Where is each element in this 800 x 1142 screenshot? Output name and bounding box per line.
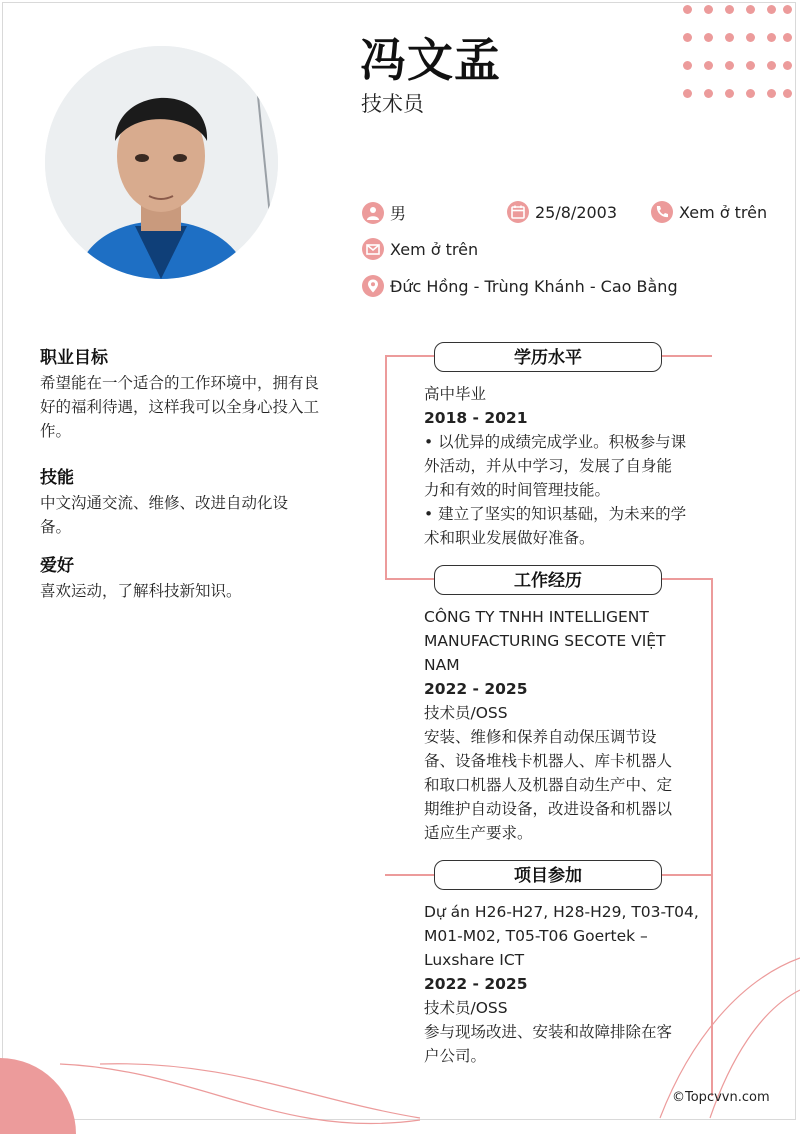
experience-role: 技术员/OSS <box>424 704 508 722</box>
dot-grid-decoration <box>678 0 796 104</box>
location-icon <box>362 275 384 297</box>
connector-line <box>385 578 435 580</box>
education-heading: 学历水平 <box>434 342 662 372</box>
experience-heading: 工作经历 <box>434 565 662 595</box>
experience-years: 2022 - 2025 <box>424 680 528 698</box>
birthday-value: 25/8/2003 <box>535 202 618 222</box>
projects-block: Dự án H26-H27, H28-H29, T03-T04, M01-M02, T05-T06 Goertek – Luxshare ICT 2022 - 2025 技术员/OSS 参与现场改进、安装和故障排除在客 户公司。 <box>424 900 702 1068</box>
experience-block: CÔNG TY TNHH INTELLIGENT MANUFACTURING SECOTE VIỆT NAM 2022 - 2025 技术员/OSS 安装、维修和保养自动保压调节设 备、设备堆栈卡机器人、库卡机器人 和取口机器人及机器自动生产中、定 期维护自动设备，改进设备和机器以 适应生产要求。 <box>424 605 702 845</box>
address-value: Đức Hồng - Trùng Khánh - Cao Bằng <box>390 276 678 296</box>
mail-icon <box>362 238 384 260</box>
copyright-footer[interactable]: ©Topcvvn.com <box>672 1090 770 1105</box>
objective-title: 职业目标 <box>40 348 108 368</box>
connector-line <box>711 578 713 1096</box>
projects-role: 技术员/OSS <box>424 999 508 1017</box>
education-degree: 高中毕业 <box>424 385 487 403</box>
email-value[interactable]: Xem ở trên <box>390 239 479 259</box>
address-info <box>362 275 678 297</box>
connector-line <box>385 874 435 876</box>
connector-line <box>385 355 387 580</box>
objective-text: 希望能在一个适合的工作环境中，拥有良 好的福利待遇，这样我可以全身心投入工 作。 <box>40 374 320 440</box>
connector-line <box>662 578 712 580</box>
project-name: Dự án H26-H27, H28-H29, T03-T04, <box>424 903 699 921</box>
gender-value: 男 <box>390 204 407 223</box>
hobbies-title: 爱好 <box>40 556 74 576</box>
education-block: 高中毕业 2018 - 2021 • 以优异的成绩完成学业。积极参与课 外活动，并从中学习，发展了自身能 力和有效的时间管理技能。 • 建立了坚实的知识基础，为未来的学 术和职业发展做好准备。 <box>424 382 702 550</box>
candidate-name: 冯文孟 <box>360 33 501 87</box>
projects-years: 2022 - 2025 <box>424 975 528 993</box>
calendar-icon <box>507 201 529 223</box>
job-title: 技术员 <box>361 92 424 116</box>
phone-icon <box>651 201 673 223</box>
phone-value[interactable]: Xem ở trên <box>679 202 768 222</box>
corner-blob <box>0 1058 76 1134</box>
connector-line <box>662 874 712 876</box>
company-name: CÔNG TY TNHH INTELLIGENT <box>424 608 649 626</box>
skills-text: 中文沟通交流、维修、改进自动化设 备。 <box>40 494 289 536</box>
user-icon <box>362 202 384 224</box>
connector-line <box>662 355 712 357</box>
skills-title: 技能 <box>40 468 74 488</box>
phone-info <box>651 201 767 223</box>
avatar-photo <box>45 46 278 279</box>
email-info <box>362 238 478 260</box>
hobbies-text: 喜欢运动，了解科技新知识。 <box>40 582 242 600</box>
education-years: 2018 - 2021 <box>424 409 528 427</box>
projects-heading: 项目参加 <box>434 860 662 890</box>
gender-info <box>362 201 406 224</box>
birthday-info <box>507 201 617 223</box>
connector-line <box>385 355 435 357</box>
